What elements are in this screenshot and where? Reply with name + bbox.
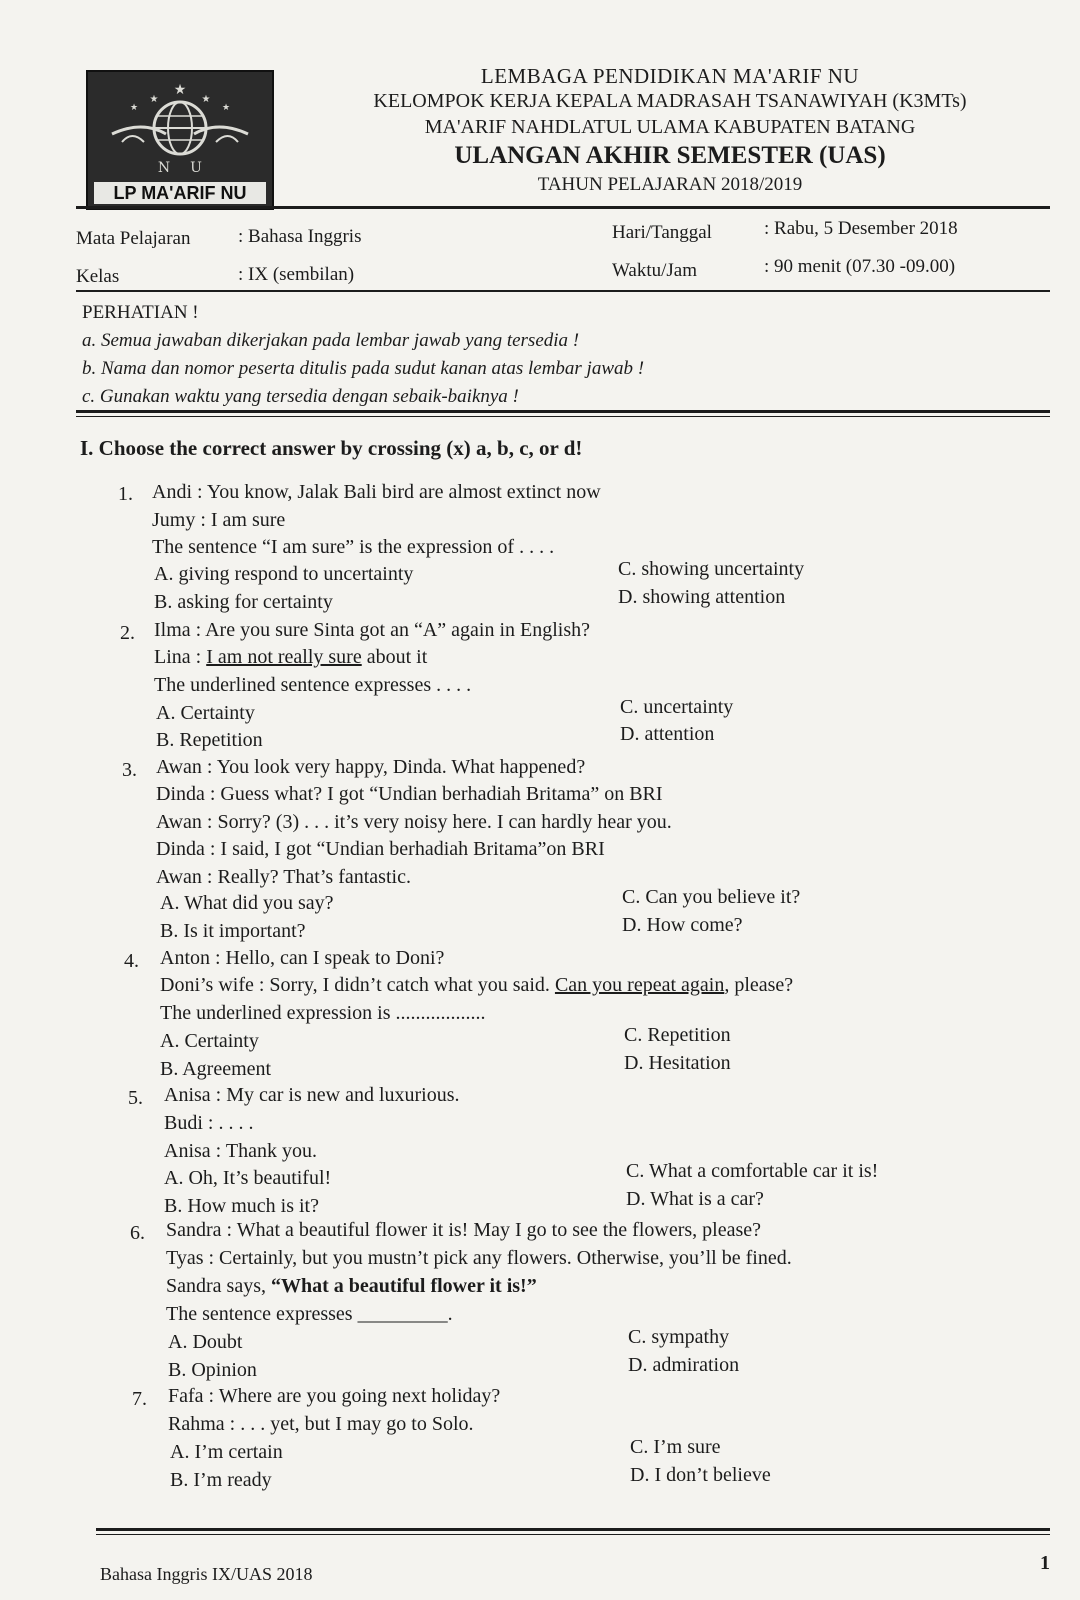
option-b[interactable]: B. Opinion: [168, 1359, 257, 1381]
dialogue-line: Budi : . . . .: [164, 1112, 254, 1134]
dialogue-line: Awan : You look very happy, Dinda. What happened?: [156, 756, 586, 778]
lp-maarif-logo: [86, 70, 274, 210]
question-stem: The underlined sentence expresses . . . .: [154, 674, 472, 696]
question-number: 7.: [132, 1388, 147, 1410]
question-number: 6.: [130, 1222, 145, 1244]
question-number: 4.: [124, 950, 139, 972]
dialogue-line: Anisa : Thank you.: [164, 1140, 317, 1162]
option-c[interactable]: C. Can you believe it?: [622, 886, 801, 908]
dialogue-line-underlined: [154, 646, 427, 669]
option-a[interactable]: A. Doubt: [168, 1331, 243, 1353]
option-a[interactable]: A. Oh, It’s beautiful!: [164, 1167, 332, 1189]
option-c[interactable]: C. uncertainty: [620, 696, 734, 718]
dialogue-line: Sandra : What a beautiful flower it is! May I go to see the flowers, please?: [166, 1219, 761, 1241]
line-suffix: about it: [361, 646, 428, 668]
option-b[interactable]: B. Is it important?: [160, 920, 306, 942]
question-number: 5.: [128, 1087, 143, 1109]
footer-divider-top: [96, 1528, 1050, 1531]
footer-text: Bahasa Inggris IX/UAS 2018: [100, 1564, 313, 1584]
question-stem: The underlined expression is ..................: [160, 1002, 486, 1024]
dialogue-line: Jumy : I am sure: [152, 509, 286, 531]
stem-text: The sentence expresses: [166, 1303, 358, 1325]
dialogue-line: Awan : Sorry? (3) . . . it’s very noisy here. I can hardly hear you.: [156, 811, 672, 833]
footer-divider-bottom: [96, 1534, 1050, 1535]
section-instruction: I. Choose the correct answer by crossing (x) a, b, c, or d!: [80, 436, 583, 460]
dialogue-line-underlined: [160, 974, 793, 997]
info-divider: [76, 290, 1050, 292]
notice-divider-bottom: [76, 416, 1050, 417]
dialogue-line: Dinda : Guess what? I got “Undian berhadiah Britama” on BRI: [156, 783, 663, 805]
option-d[interactable]: D. How come?: [622, 914, 743, 936]
question-stem: The sentence “I am sure” is the expression of . . . .: [152, 536, 555, 558]
dialogue-line: Anisa : My car is new and luxurious.: [164, 1084, 460, 1106]
option-d[interactable]: D. What is a car?: [626, 1188, 764, 1210]
logo-label: LP MA'ARIF NU: [94, 182, 266, 204]
day-value: : Rabu, 5 Desember 2018: [764, 218, 958, 239]
notice-item-a: a. Semua jawaban dikerjakan pada lembar jawab yang tersedia !: [82, 330, 580, 351]
svg-text:N: N: [157, 160, 171, 176]
option-b[interactable]: B. asking for certainty: [154, 591, 333, 613]
question-number: 1.: [118, 483, 133, 505]
option-d[interactable]: D. Hesitation: [624, 1052, 731, 1074]
subject-label: Mata Pelajaran: [76, 228, 191, 249]
notice-title: PERHATIAN !: [82, 302, 199, 323]
svg-text:U: U: [190, 160, 202, 176]
notice-item-c: c. Gunakan waktu yang tersedia dengan sebaik-baiknya !: [82, 386, 519, 407]
svg-text:★: ★: [149, 94, 159, 105]
option-a[interactable]: A. Certainty: [160, 1030, 259, 1052]
time-label: Waktu/Jam: [612, 260, 698, 281]
page-number: 1: [1040, 1552, 1050, 1574]
option-c[interactable]: C. showing uncertainty: [618, 558, 805, 580]
notice-divider-top: [76, 410, 1050, 413]
bold-quote: “What a beautiful flower it is!”: [270, 1275, 537, 1297]
option-a[interactable]: A. I’m certain: [170, 1441, 283, 1463]
option-c[interactable]: C. I’m sure: [630, 1436, 721, 1458]
dialogue-line: Andi : You know, Jalak Bali bird are almost extinct now: [152, 481, 601, 503]
institution-name: LEMBAGA PENDIDIKAN MA'ARIF NU: [480, 64, 860, 88]
subject-value: : Bahasa Inggris: [238, 226, 362, 247]
option-c[interactable]: C. sympathy: [628, 1326, 730, 1348]
option-d[interactable]: D. admiration: [628, 1354, 740, 1376]
dialogue-line: Ilma : Are you sure Sinta got an “A” again in English?: [154, 619, 591, 641]
nu-emblem-icon: [92, 76, 268, 182]
option-b[interactable]: B. How much is it?: [164, 1195, 319, 1217]
option-d[interactable]: D. showing attention: [618, 586, 786, 608]
academic-year: TAHUN PELAJARAN 2018/2019: [537, 174, 803, 195]
dialogue-line: Awan : Really? That’s fantastic.: [156, 866, 411, 888]
region-name: MA'ARIF NAHDLATUL ULAMA KABUPATEN BATANG: [424, 116, 916, 138]
svg-text:★: ★: [129, 103, 139, 113]
dialogue-line: Rahma : . . . yet, but I may go to Solo.: [168, 1413, 474, 1435]
line-prefix: Sandra says,: [166, 1275, 271, 1297]
dialogue-line: Fafa : Where are you going next holiday?: [168, 1385, 501, 1407]
stem-end: .: [447, 1303, 453, 1325]
option-c[interactable]: C. What a comfortable car it is!: [626, 1160, 879, 1182]
option-a[interactable]: A. Certainty: [156, 702, 255, 724]
option-a[interactable]: A. giving respond to uncertainty: [154, 563, 414, 585]
option-c[interactable]: C. Repetition: [624, 1024, 731, 1046]
option-b[interactable]: B. I’m ready: [170, 1469, 272, 1491]
svg-text:★: ★: [201, 94, 211, 105]
class-label: Kelas: [76, 266, 120, 287]
line-suffix: , please?: [724, 974, 794, 996]
question-number: 2.: [120, 622, 135, 644]
option-b[interactable]: B. Agreement: [160, 1058, 272, 1080]
quoted-sentence: [166, 1275, 537, 1298]
header-divider: [76, 206, 1050, 209]
day-label: Hari/Tanggal: [612, 222, 712, 243]
option-a[interactable]: A. What did you say?: [160, 892, 334, 914]
answer-blank: _________: [357, 1303, 448, 1325]
option-b[interactable]: B. Repetition: [156, 729, 263, 751]
dialogue-line: Tyas : Certainly, but you mustn’t pick any flowers. Otherwise, you’ll be fined.: [166, 1247, 792, 1269]
underlined-expression: Can you repeat again: [554, 974, 725, 996]
exam-title: ULANGAN AKHIR SEMESTER (UAS): [454, 142, 886, 169]
option-d[interactable]: D. I don’t believe: [630, 1464, 771, 1486]
question-number: 3.: [122, 759, 137, 781]
notice-item-b: b. Nama dan nomor peserta ditulis pada sudut kanan atas lembar jawab !: [82, 358, 645, 379]
class-value: : IX (sembilan): [238, 264, 355, 285]
svg-text:★: ★: [221, 103, 231, 113]
speaker-prefix: Lina :: [154, 646, 207, 668]
underlined-expression: I am not really sure: [206, 646, 362, 668]
option-d[interactable]: D. attention: [620, 723, 715, 745]
dialogue-line: Anton : Hello, can I speak to Doni?: [160, 947, 445, 969]
working-group-name: KELOMPOK KERJA KEPALA MADRASAH TSANAWIYAH (K3MTs): [373, 90, 967, 112]
svg-text:★: ★: [173, 82, 187, 98]
dialogue-line: Dinda : I said, I got “Undian berhadiah Britama”on BRI: [156, 838, 605, 860]
speaker-prefix: Doni’s wife : Sorry, I didn’t catch what you said.: [160, 974, 555, 996]
question-stem: [166, 1303, 453, 1326]
time-value: : 90 menit (07.30 -09.00): [764, 256, 956, 277]
